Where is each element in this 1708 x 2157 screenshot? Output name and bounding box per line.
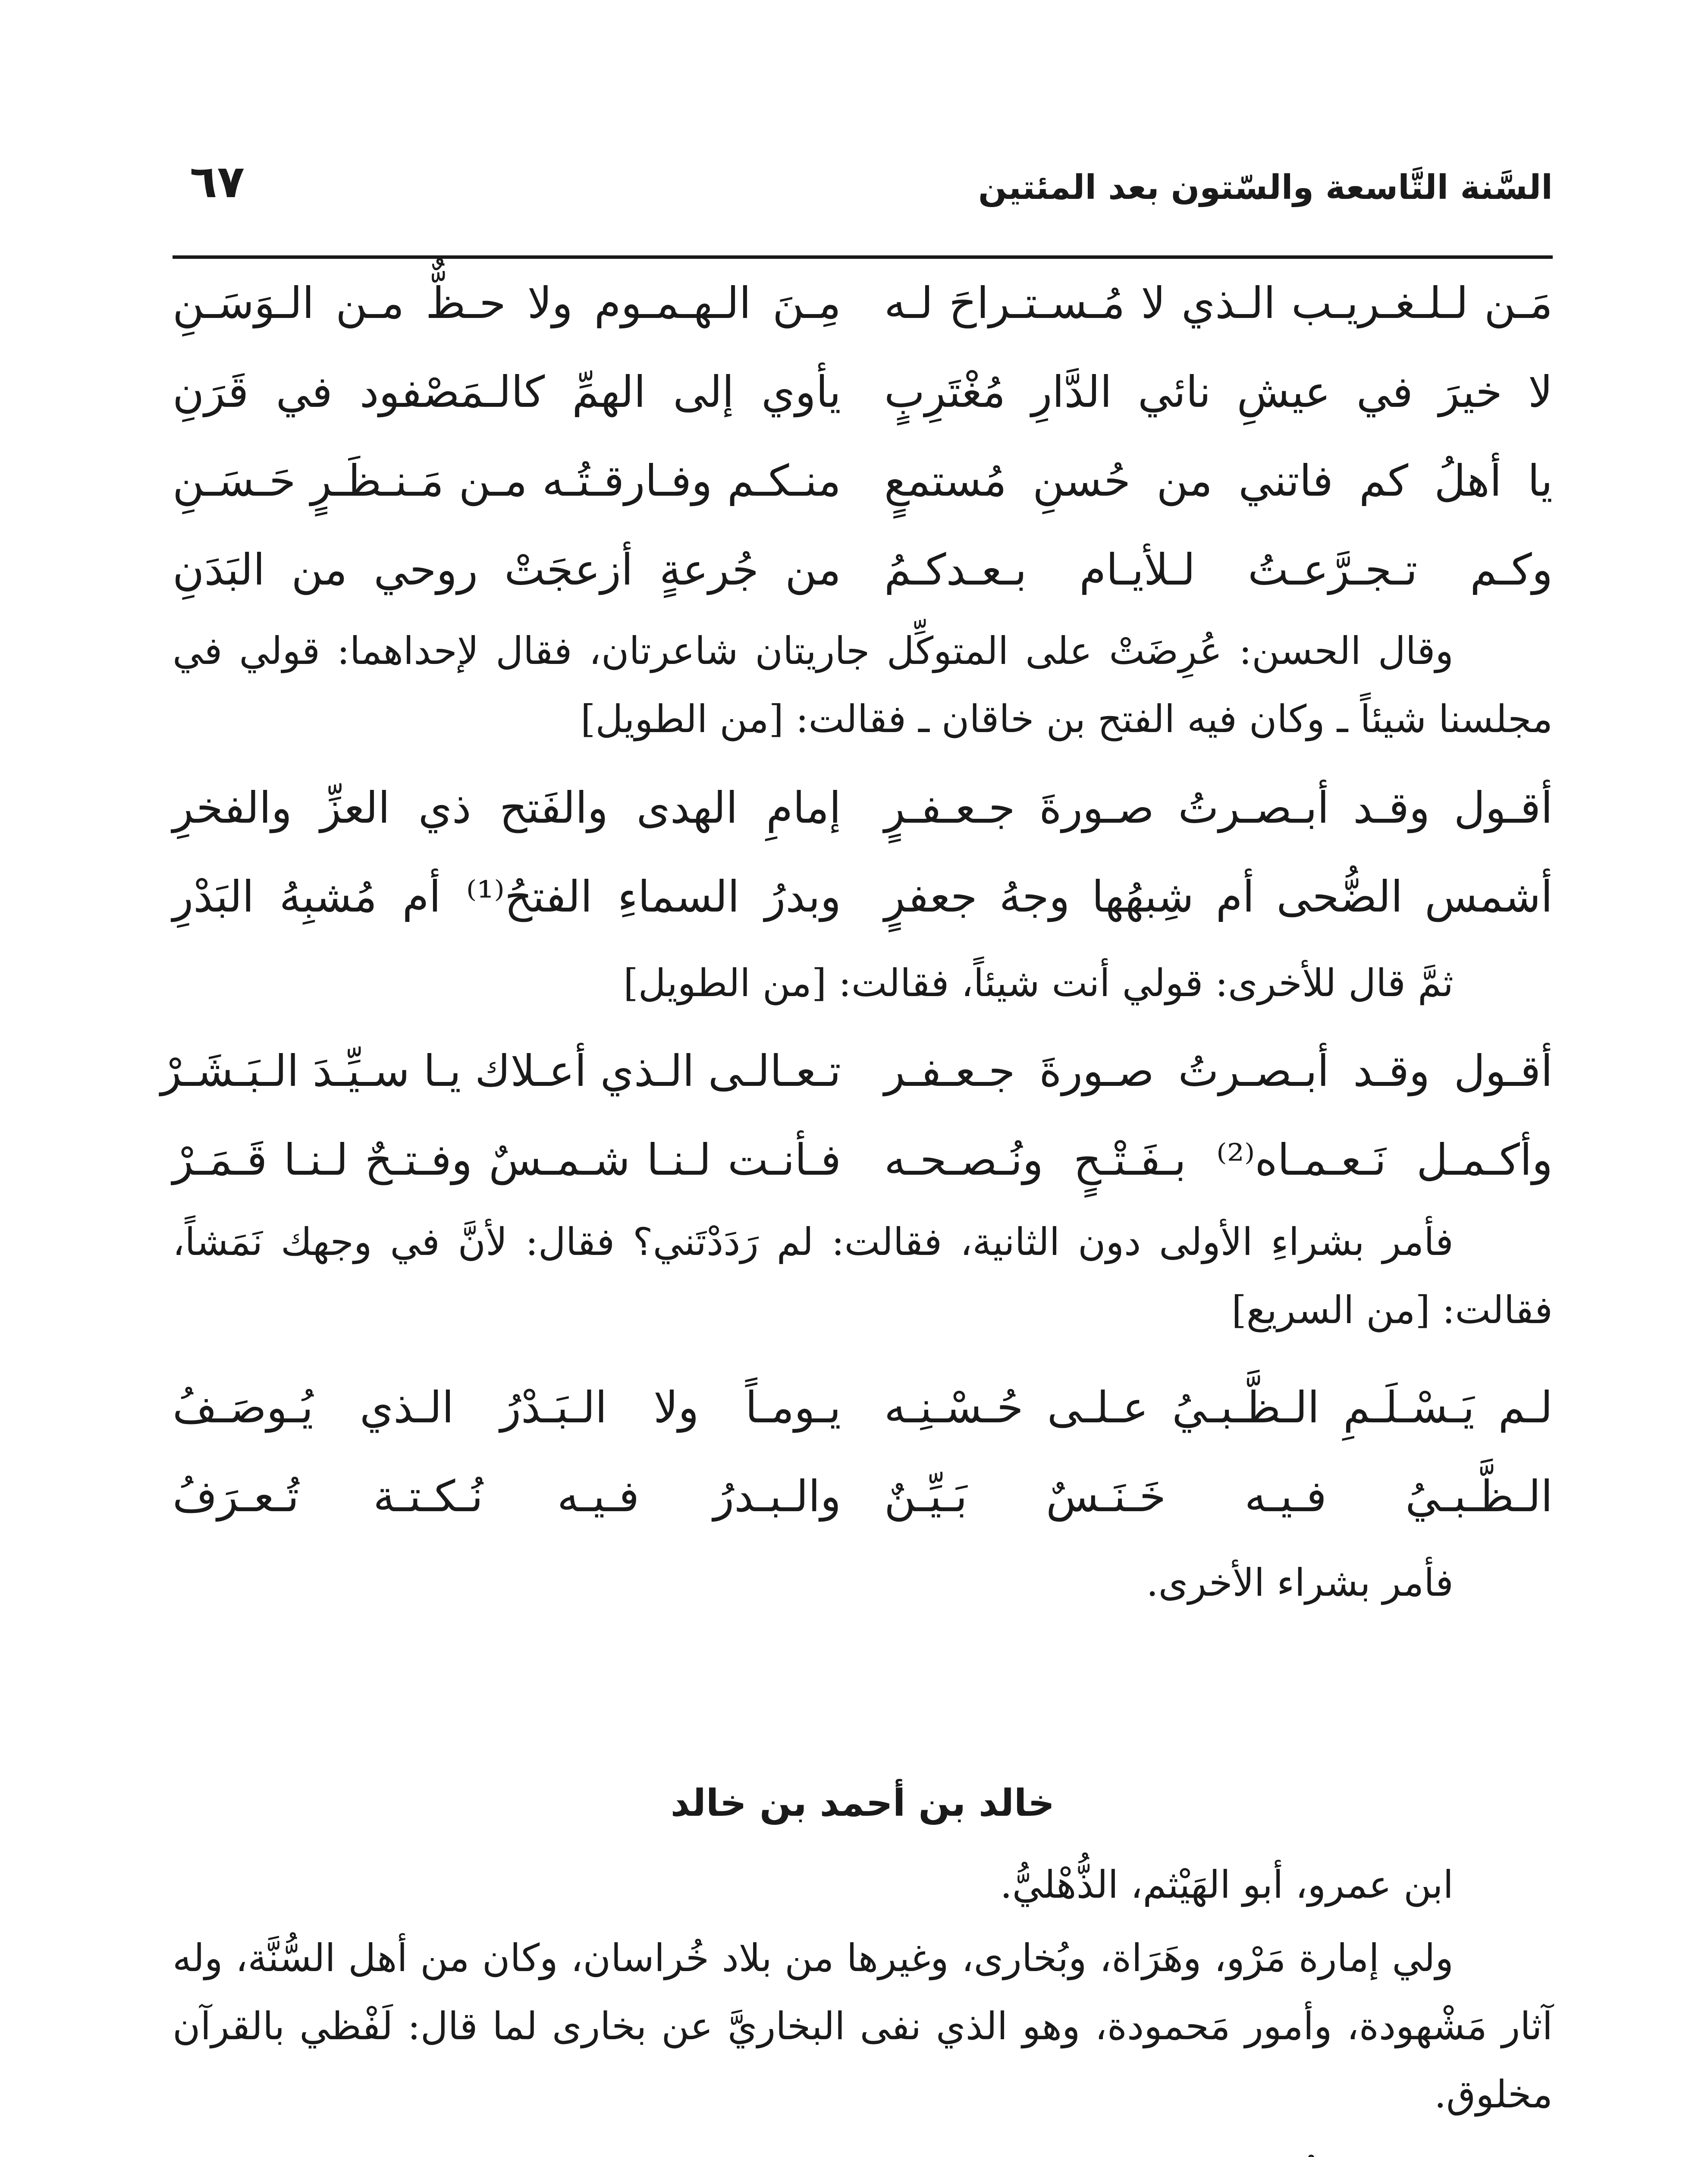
- narrative-paragraph: ثمَّ قال للأخرى: قولي أنت شيئاً، فقالت: [من الطويل]: [623, 961, 1454, 1005]
- biography-paragraph: [173, 2148, 1553, 2157]
- header-rule: [173, 255, 1553, 259]
- verse-row: [160, 1027, 1553, 1116]
- second-hemistich: من جُرعةٍ أزعجَتْ روحي من البَدَنِ: [173, 544, 841, 595]
- first-hemistich: لـم يَـسْـلَـمِ الـظَّـبـيُ عـلـى حُـسْـنِـه: [884, 1382, 1553, 1433]
- second-hemistich: يأوي إلى الهمِّ كالـمَصْفود في قَرَنِ: [173, 367, 841, 417]
- narrative-paragraph: فأمر بشراءِ الأولى دون الثانية، فقالت: لم رَدَدْتَني؟ فقال: لأنَّ في وجهك نَمَشاً، فقالت: [من السريع]: [173, 1220, 1553, 1332]
- running-title: السَّنة التَّاسعة والسّتون بعد المئتين: [978, 168, 1553, 207]
- first-hemistich: أقـول وقـد أبـصـرتُ صـورةَ جـعـفـر: [884, 1046, 1553, 1096]
- second-hemistich: وبدرُ السماءِ الفتحُ⁽¹⁾ أم مُشبِهُ البَدْرِ: [173, 871, 841, 922]
- second-hemistich: يـومـاً ولا الـبَـدْرُ الـذي يُـوصَـفُ: [173, 1382, 841, 1433]
- page-number: ٦٧: [190, 155, 245, 208]
- first-hemistich: مَـن لـلـغـريـب الـذي لا مُـسـتـراحَ لـه: [884, 278, 1553, 328]
- second-hemistich: فـأنـت لـنـا شـمـسٌ وفـتـحٌ لـنـا قَـمَـرْ: [173, 1135, 841, 1185]
- second-hemistich: إمامِ الهدى والفَتح ذي العزِّ والفخرِ: [173, 783, 841, 833]
- first-hemistich: الـظَّـبـيُ فـيـه خَـنَـسٌ بَـيِّـنٌ: [884, 1471, 1553, 1522]
- verse-row: [173, 525, 1553, 614]
- book-page: [160, 129, 1553, 2157]
- second-hemistich: مِـنَ الـهـمـوم ولا حـظٌّ مـن الـوَسَـنِ: [173, 278, 841, 328]
- second-hemistich: منـكـم وفـارقـتُـه مـن مَـنـظَـرٍ حَـسَـنِ: [173, 456, 841, 506]
- verse-row: [173, 852, 1553, 941]
- verse-row: [173, 1116, 1553, 1204]
- verse-row: [173, 1452, 1553, 1541]
- first-hemistich: أقـول وقـد أبـصـرتُ صـورةَ جـعـفـرٍ: [884, 783, 1553, 833]
- verse-row: [173, 437, 1553, 525]
- second-hemistich: تـعـالـى الـذي أعـلاك يـا سـيِّـدَ الـبَـشَـرْ: [160, 1046, 841, 1096]
- first-hemistich: وكـم تـجـرَّعـتُ لـلأيـام بـعـدكـمُ: [884, 544, 1553, 595]
- verse-row: [173, 1363, 1553, 1452]
- first-hemistich: وأكـمـل نَـعـمـاه⁽²⁾ بـفَـتْـحٍ ونُـصـحـه: [884, 1135, 1553, 1185]
- poem-1: [173, 259, 1553, 614]
- verse-row: [173, 764, 1553, 852]
- second-hemistich: والـبـدرُ فـيـه نُـكـتـة تُـعـرَفُ: [173, 1471, 841, 1522]
- narrative-paragraph: وقال الحسن: عُرِضَتْ على المتوكِّل جاريتان شاعرتان، فقال لإحداهما: قولي في مجلسنا شيئاً ـ وكان فيه الفتح بن خاقان ـ فقالت: [من الطويل]: [173, 629, 1553, 741]
- first-hemistich: يا أهلُ كم فاتني من حُسنِ مُستمعٍ: [884, 456, 1553, 506]
- section-title: خالد بن أحمد بن خالد: [670, 1782, 1055, 1825]
- narrative-paragraph: فأمر بشراء الأخرى.: [1146, 1560, 1454, 1605]
- poem-3: [160, 1027, 1553, 1204]
- first-hemistich: لا خيرَ في عيشِ نائي الدَّارِ مُغْتَرِبٍ: [884, 367, 1553, 417]
- biography-paragraph: ابن عمرو، أبو الهَيْثم، الذُّهْليُّ.: [1000, 1862, 1454, 1907]
- biography-paragraph: ولي إمارة مَرْو، وهَرَاة، وبُخارى، وغيرها من بلاد خُراسان، وكان من أهل السُّنَّة، وله آثار مَشْهودة، وأمور مَحمودة، وهو الذي نفى البخاريَّ عن بخارى لما قال: لَفْظي بالقرآن مخلوق.: [173, 1936, 1553, 2116]
- poem-4: [173, 1363, 1553, 1541]
- verse-row: [173, 259, 1553, 348]
- poem-2: [173, 764, 1553, 941]
- first-hemistich: أشمس الضُّحى أم شِبهُها وجهُ جعفرٍ: [884, 871, 1553, 922]
- verse-row: [173, 348, 1553, 437]
- running-head: [173, 155, 1553, 220]
